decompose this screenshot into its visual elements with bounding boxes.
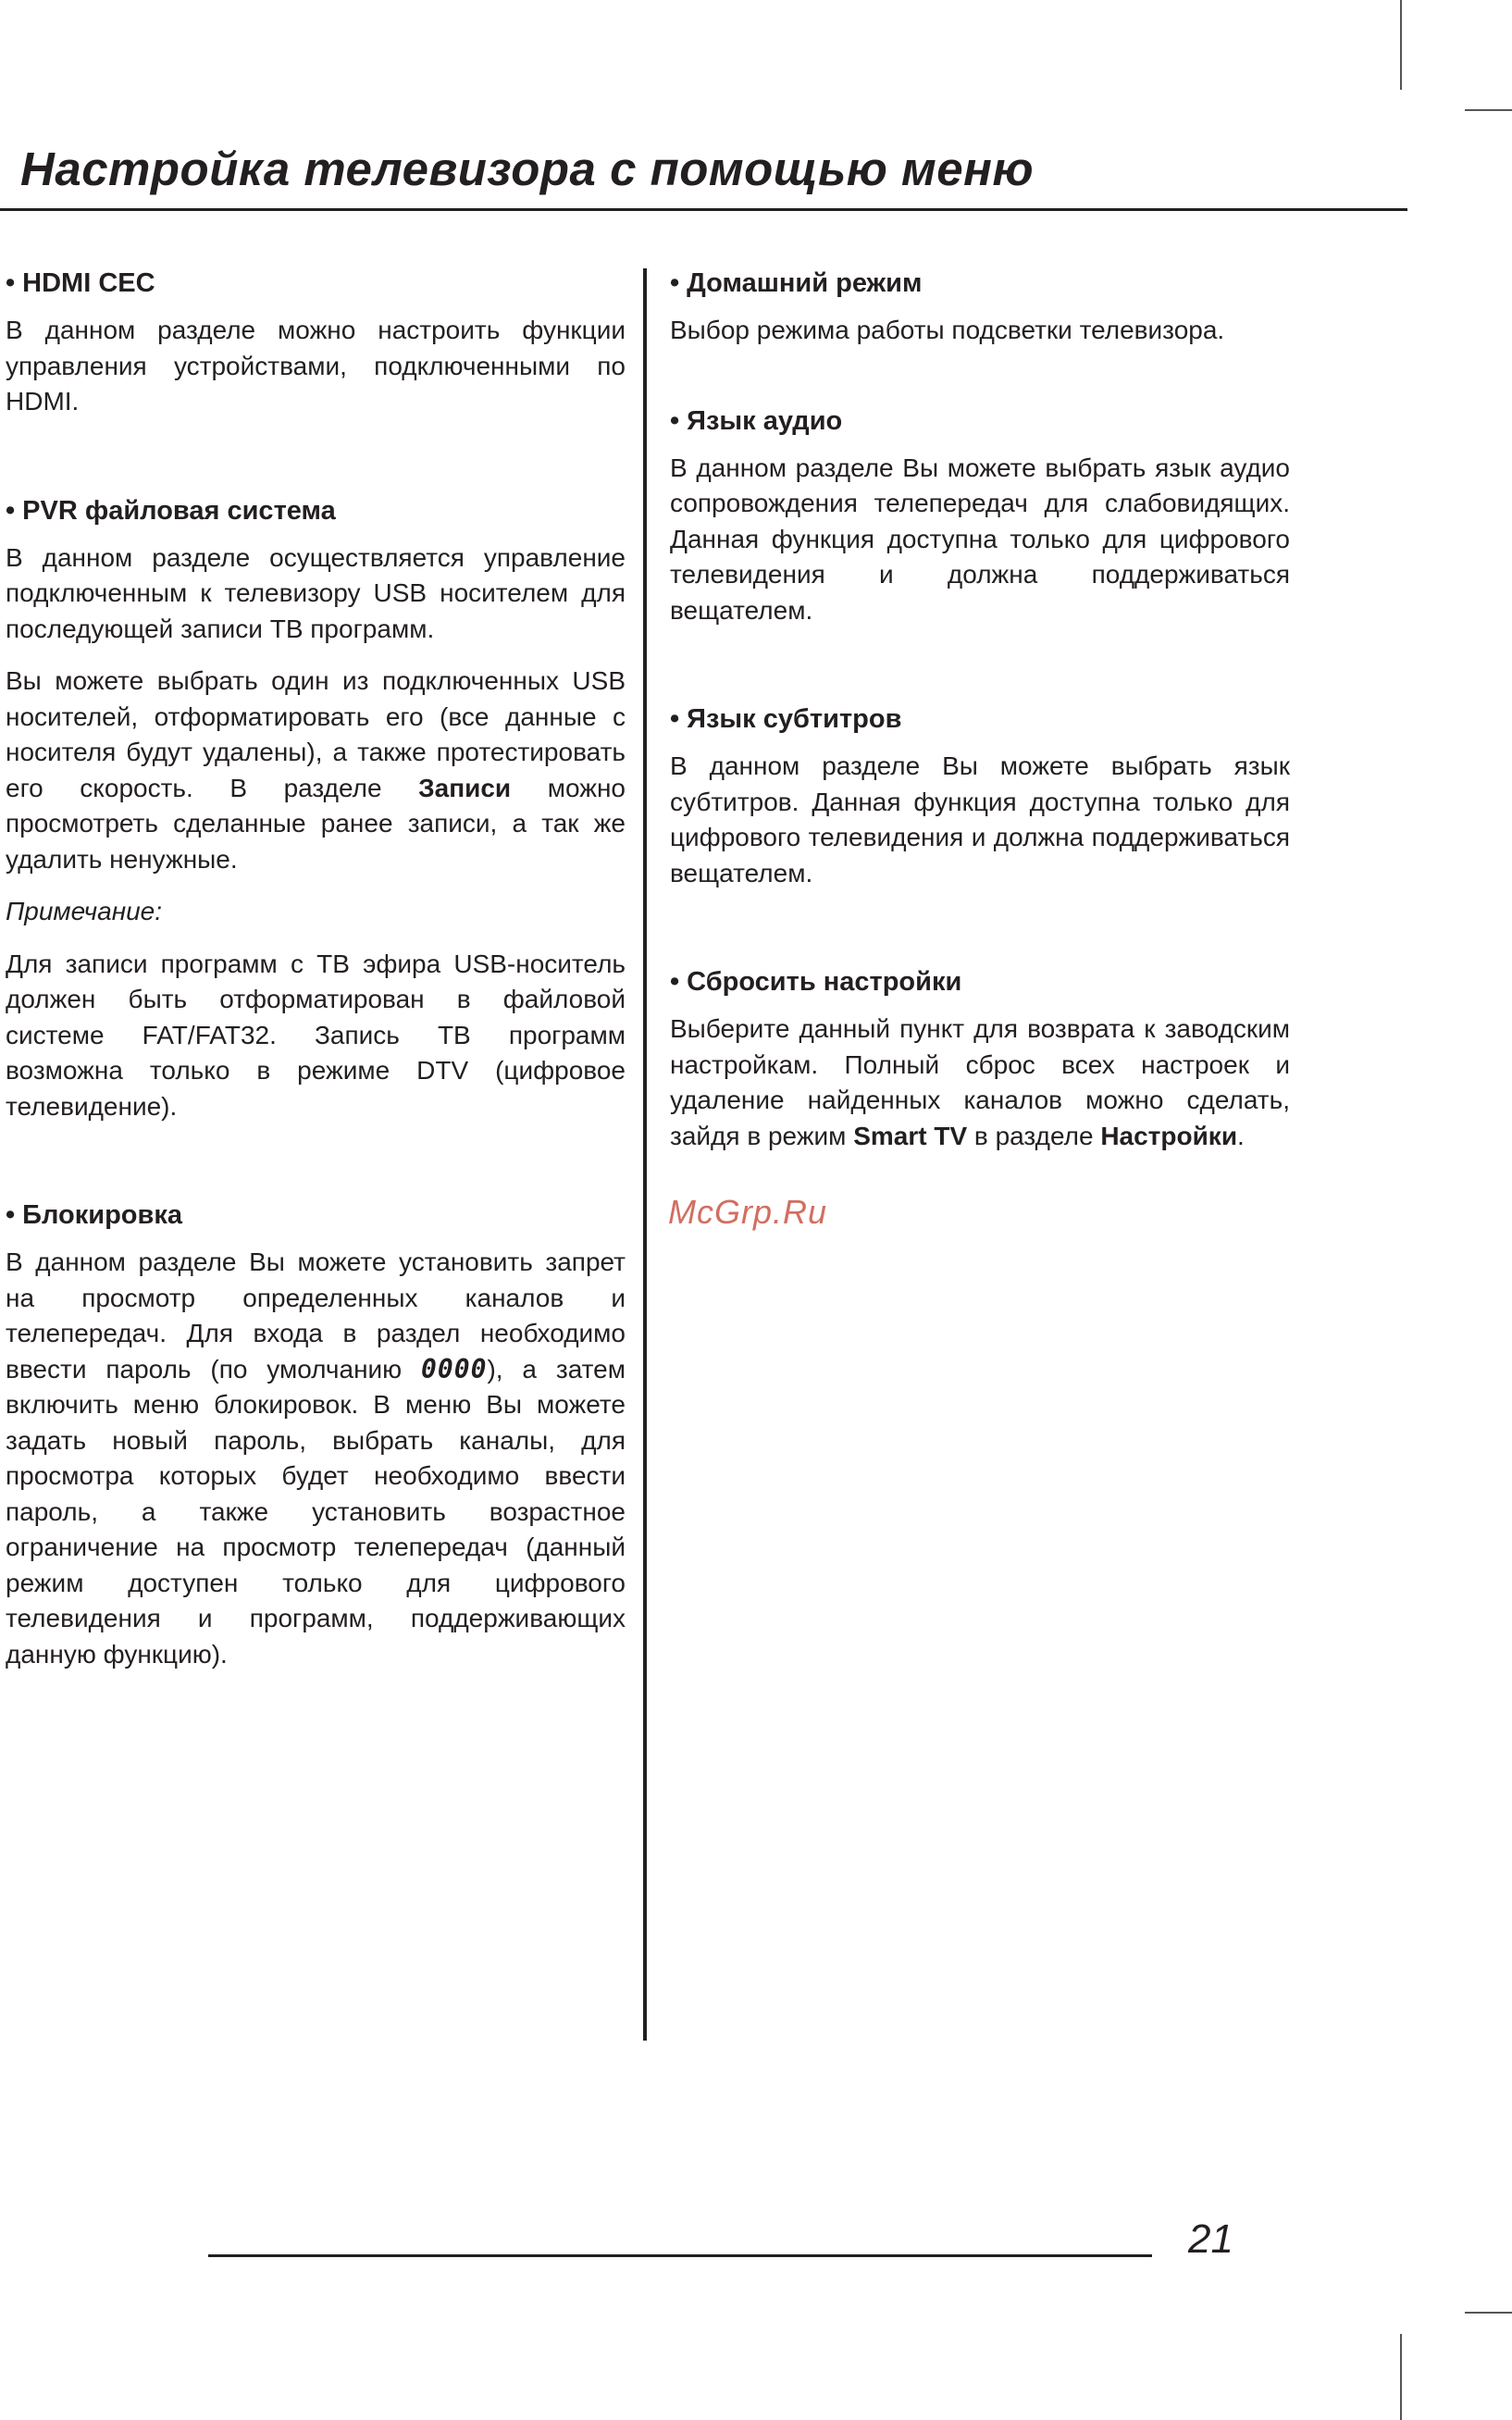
section-heading: Язык субтитров	[687, 704, 902, 734]
default-password: 0000	[421, 1353, 488, 1384]
crop-mark	[1400, 0, 1402, 90]
title-rule	[0, 208, 1407, 211]
section-text: В данном разделе Вы можете установить запрет на просмотр определенных каналов и телепередач. Для входа в раздел необходимо ввести пароль (по умолчанию 0000), а затем включить меню блокировок. В меню Вы можете задать новый пароль, выбрать каналы, для просмотра которых будет необходимо ввести пароль, а также установить возрастное ограничение на просмотр телепередач (данный режим доступен только для цифрового телевидения и программ, поддерживающих данную функцию).	[6, 1247, 626, 1669]
section-text: В данном разделе Вы можете выбрать язык аудио сопровождения телепередач для слабовидящих. Данная функция доступна только для цифрового телевидения и должна поддерживаться вещателем.	[670, 453, 1290, 625]
section-heading: Язык аудио	[687, 405, 843, 436]
section-pvr	[6, 492, 626, 1125]
watermark: McGrp.Ru	[668, 1193, 828, 1231]
bullet-icon: •	[670, 704, 680, 734]
bullet-icon: •	[6, 268, 16, 298]
bullet-icon: •	[6, 1200, 16, 1230]
section-text: В данном разделе Вы можете выбрать язык субтитров. Данная функция доступна только для цифрового телевидения и должна поддерживаться вещателем.	[670, 751, 1290, 887]
section-home-mode	[670, 265, 1290, 349]
section-text: В данном разделе можно настроить функции управления устройствами, подключенными по HDMI.	[6, 316, 626, 416]
section-heading: Блокировка	[22, 1200, 182, 1230]
page-number: 21	[1188, 2216, 1233, 2262]
section-heading: HDMI CEC	[22, 268, 155, 298]
footer-rule	[208, 2254, 1152, 2257]
bullet-icon: •	[6, 495, 16, 526]
section-heading: Сбросить настройки	[687, 967, 962, 997]
bullet-icon: •	[670, 268, 680, 298]
section-heading: Домашний режим	[687, 268, 923, 298]
crop-mark	[1465, 109, 1512, 111]
bullet-icon: •	[670, 967, 680, 997]
section-audio-language	[670, 403, 1290, 629]
section-subtitle-language	[670, 701, 1290, 891]
section-text: Выбор режима работы подсветки телевизора.	[670, 316, 1225, 344]
section-text: В данном разделе осуществляется управление подключенным к телевизору USB носителем для последующей записи ТВ программ.	[6, 542, 626, 643]
section-hdmi-cec	[6, 265, 626, 420]
page-title: Настройка телевизора с помощью меню	[20, 143, 1035, 195]
section-reset	[670, 963, 1290, 1154]
bold-term: Настройки	[1100, 1121, 1238, 1150]
crop-mark	[1400, 2334, 1402, 2420]
note-text: Для записи программ с ТВ эфира USB-носитель должен быть отформатирован в файловой системе FAT/FAT32. Запись ТВ программ возможна только в режиме DTV (цифровое телевидение).	[6, 949, 626, 1121]
right-column	[670, 265, 1290, 1171]
bold-term: Записи	[418, 773, 512, 802]
note-label: Примечание:	[6, 897, 163, 925]
bold-term: Smart TV	[853, 1121, 968, 1150]
left-column	[6, 265, 626, 1689]
section-lock	[6, 1197, 626, 1672]
crop-mark	[1465, 2312, 1512, 2314]
bullet-icon: •	[670, 405, 680, 436]
section-heading: PVR файловая система	[22, 495, 336, 526]
column-divider	[643, 268, 647, 2041]
section-text: Вы можете выбрать один из подключенных USB носителей, отформатировать его (все данные с носителя будут удалены), а также протестировать его скорость. В разделе Записи можно просмотреть сделанные ранее записи, а так же удалить ненужные.	[6, 666, 626, 874]
section-text: Выберите данный пункт для возврата к заводским настройкам. Полный сброс всех настроек и удаление найденных каналов можно сделать, зайдя в режим Smart TV в разделе Настройки.	[670, 1014, 1290, 1150]
